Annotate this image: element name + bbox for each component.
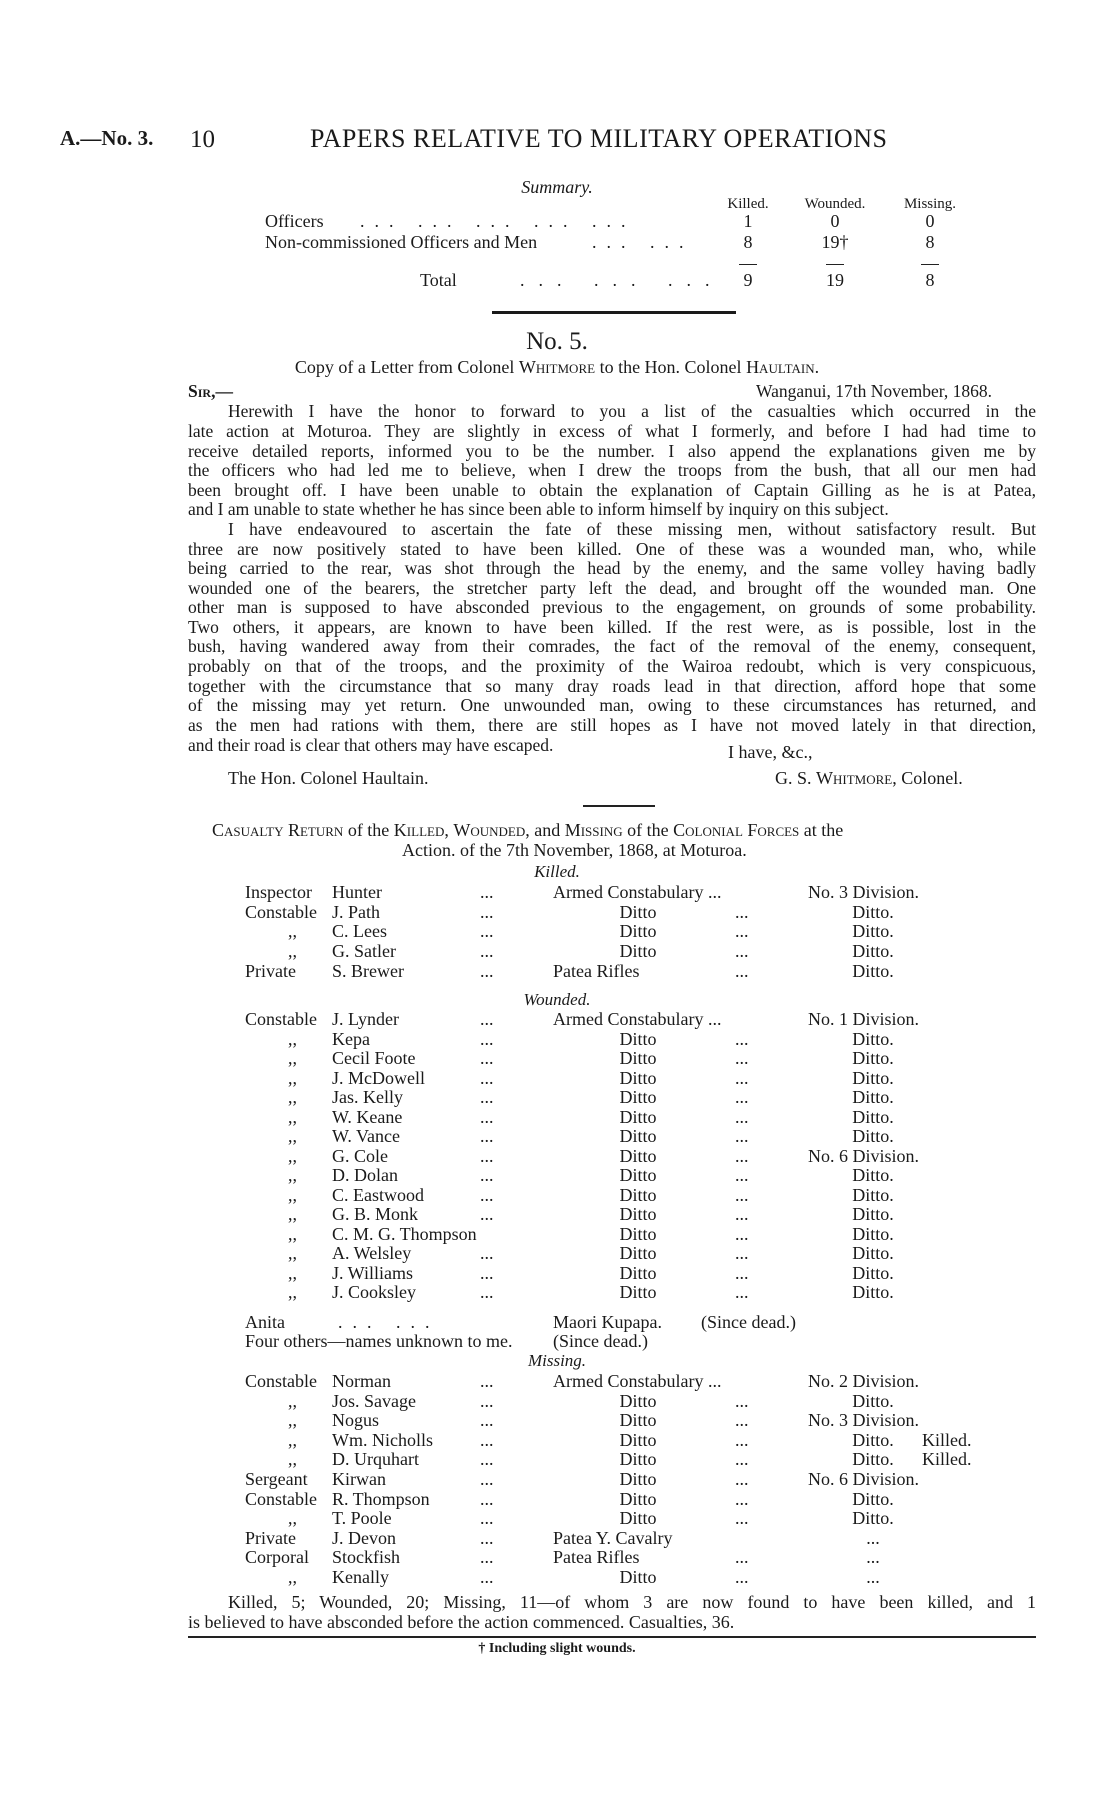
wounded-dots: ... xyxy=(480,1067,494,1088)
wounded-division: No. 6 Division. xyxy=(808,1145,920,1166)
signature-name: Whitmore xyxy=(816,768,893,788)
wounded-dots: ... xyxy=(480,1126,494,1146)
wounded-name: Jas. Kelly xyxy=(332,1087,403,1107)
letter-heading-from: Whitmore xyxy=(518,357,596,377)
missing-division: No. 2 Division. xyxy=(808,1371,920,1391)
missing-dots2: ... xyxy=(735,1449,749,1470)
missing-corps: Ditto xyxy=(619,1508,657,1529)
four-others: Four others—names unknown to me. xyxy=(245,1331,513,1351)
wounded-dots2: ... xyxy=(735,1145,749,1166)
wounded-dots2: ... xyxy=(735,1087,749,1107)
wounded-corps: Ditto xyxy=(619,1223,657,1244)
wounded-division: Ditto. xyxy=(852,1262,894,1283)
wounded-dots: ... xyxy=(480,1028,494,1049)
wounded-corps: Ditto xyxy=(619,1126,657,1146)
wounded-division: Ditto. xyxy=(852,1184,894,1205)
letter-number: No. 5. xyxy=(526,328,588,355)
missing-rank: ,, xyxy=(288,1429,297,1450)
missing-corps: Armed Constabulary ... xyxy=(553,1371,722,1391)
wounded-dots2: ... xyxy=(735,1282,749,1302)
wounded-corps: Ditto xyxy=(619,1282,657,1302)
wounded-division: Ditto. xyxy=(852,1243,894,1263)
missing-rank: ,, xyxy=(288,1449,297,1470)
wounded-dots: ... xyxy=(480,1243,494,1263)
missing-dots: ... xyxy=(480,1508,494,1529)
missing-dots: ... xyxy=(480,1429,494,1450)
wounded-corps: Ditto xyxy=(619,1048,657,1068)
killed-name: Hunter xyxy=(332,882,382,902)
killed-dots2: ... xyxy=(735,960,749,981)
wounded-name: J. McDowell xyxy=(332,1067,425,1088)
wounded-rank: ,, xyxy=(288,1106,297,1127)
anita-corps: Maori Kupapa. xyxy=(553,1312,662,1332)
letter-line: Two others, it appears, are known to have been killed. If the rest were, as is possible, lost in the xyxy=(188,617,1036,637)
wounded-rank: ,, xyxy=(288,1204,297,1224)
wounded-division: Ditto. xyxy=(852,1223,894,1244)
wounded-rank: ,, xyxy=(288,1087,297,1107)
killed-name: C. Lees xyxy=(332,921,387,942)
missing-note: Killed. xyxy=(922,1449,972,1470)
missing-name: J. Devon xyxy=(332,1527,396,1548)
page-number: 10 xyxy=(190,126,215,153)
wounded-name: J. Lynder xyxy=(332,1009,399,1029)
missing-corps: Ditto xyxy=(619,1410,657,1431)
missing-dots: ... xyxy=(480,1488,494,1509)
killed-dots: ... xyxy=(480,921,494,942)
missing-dots: ... xyxy=(480,1469,494,1489)
letter-line: late action at Moturoa. They are slightly in excess of what I formerly, and before I had had time to xyxy=(188,421,1036,441)
killed-division: Ditto. xyxy=(852,941,894,962)
wounded-name: J. Cooksley xyxy=(332,1282,417,1302)
wounded-dots: ... xyxy=(480,1165,494,1185)
missing-division: ... xyxy=(866,1527,880,1548)
summary-men-missing: 8 xyxy=(925,232,935,252)
letter-line: other man is supposed to have absconded previous to the engagement, on grounds of some probability. xyxy=(188,597,1036,617)
totals-line-2: is believed to have absconded before the action commenced. Casualties, 36. xyxy=(188,1612,735,1632)
summary-underline-missing xyxy=(890,252,970,270)
wounded-corps: Ditto xyxy=(619,1028,657,1049)
section-divider xyxy=(492,311,736,314)
letter-heading-to: Haultain xyxy=(746,357,815,377)
missing-division: ... xyxy=(866,1567,880,1587)
summary-col-missing: Missing. xyxy=(903,196,957,212)
wounded-dots: ... xyxy=(480,1106,494,1127)
casualty-title-h: of the xyxy=(622,820,674,840)
casualty-title-b: of the xyxy=(343,820,394,840)
wounded-corps: Ditto xyxy=(619,1067,657,1088)
missing-corps: Patea Y. Cavalry xyxy=(553,1527,673,1548)
wounded-dots: ... xyxy=(480,1087,494,1107)
wounded-rank: ,, xyxy=(288,1028,297,1049)
missing-dots: ... xyxy=(480,1567,494,1587)
missing-rank: Constable xyxy=(245,1488,317,1509)
wounded-division: Ditto. xyxy=(852,1106,894,1127)
summary-col-wounded: Wounded. xyxy=(804,196,866,212)
missing-rank: ,, xyxy=(288,1567,297,1587)
letter-closing: I have, &c., xyxy=(728,742,813,762)
wounded-name: D. Dolan xyxy=(332,1165,398,1185)
missing-dots2: ... xyxy=(735,1488,749,1509)
wounded-rank: ,, xyxy=(288,1184,297,1205)
missing-corps: Ditto xyxy=(619,1390,657,1411)
letter-line: I have endeavoured to ascertain the fate of these missing men, without satisfactory result. But xyxy=(228,519,1036,539)
wounded-division: Ditto. xyxy=(852,1087,894,1107)
killed-dots2: ... xyxy=(735,941,749,962)
summary-col-killed: Killed. xyxy=(727,196,769,212)
missing-dots2: ... xyxy=(735,1508,749,1529)
casualty-title-i: Colonial Forces xyxy=(673,820,800,840)
wounded-dots2: ... xyxy=(735,1223,749,1244)
wounded-name: G. B. Monk xyxy=(332,1204,419,1224)
footnote-rule xyxy=(188,1636,1036,1638)
summary-underline-killed xyxy=(718,252,778,270)
letter-divider xyxy=(583,805,655,807)
casualty-title-j: at the xyxy=(799,820,844,840)
killed-heading: Killed. xyxy=(534,862,580,881)
casualty-title-e: Wounded xyxy=(453,820,526,840)
summary-row-men-label: Non-commissioned Officers and Men xyxy=(265,232,538,252)
killed-division: Ditto. xyxy=(852,921,894,942)
casualty-title-a: Casualty Return xyxy=(212,820,344,840)
missing-dots2: ... xyxy=(735,1567,749,1587)
missing-corps: Patea Rifles xyxy=(553,1547,640,1568)
missing-corps: Ditto xyxy=(619,1567,657,1587)
letter-line: together with the circumstance that so many dray roads lead in that direction, afford hope that some xyxy=(188,676,1036,696)
missing-division: No. 3 Division. xyxy=(808,1410,920,1431)
summary-total-label: Total xyxy=(420,270,457,290)
missing-heading: Missing. xyxy=(527,1351,587,1370)
wounded-corps: Ditto xyxy=(619,1204,657,1224)
wounded-dots2: ... xyxy=(735,1262,749,1283)
missing-rank: Constable xyxy=(245,1371,317,1391)
wounded-corps: Ditto xyxy=(619,1087,657,1107)
wounded-dots: ... xyxy=(480,1184,494,1205)
missing-name: Wm. Nicholls xyxy=(332,1429,433,1450)
wounded-corps: Ditto xyxy=(619,1243,657,1263)
summary-total-missing: 8 xyxy=(925,270,935,290)
wounded-division: Ditto. xyxy=(852,1067,894,1088)
casualty-title xyxy=(212,820,1012,841)
summary-row-men-dots: ... ... xyxy=(592,232,694,252)
letter-line: been brought off. I have been unable to obtain the explanation of Captain Gilling as he is at Patea, xyxy=(188,480,1036,500)
wounded-name: C. Eastwood xyxy=(332,1184,424,1205)
missing-corps: Ditto xyxy=(619,1449,657,1470)
letter-heading xyxy=(0,357,1114,378)
letter-line: of the missing may yet return. One unwounded man, owing to these circumstances has returned, and xyxy=(188,695,1036,715)
letter-addressee: The Hon. Colonel Haultain. xyxy=(228,768,429,788)
summary-men-killed: 8 xyxy=(743,232,753,252)
anita-name: Anita xyxy=(245,1312,285,1332)
four-others-note: (Since dead.) xyxy=(553,1331,648,1351)
letter-heading-end: . xyxy=(814,357,820,377)
wounded-dots2: ... xyxy=(735,1067,749,1088)
missing-name: Kenally xyxy=(332,1567,389,1587)
killed-name: J. Path xyxy=(332,901,381,922)
wounded-dots2: ... xyxy=(735,1243,749,1263)
wounded-dots: ... xyxy=(480,1145,494,1166)
page-title: PAPERS RELATIVE TO MILITARY OPERATIONS xyxy=(310,124,888,153)
missing-dots: ... xyxy=(480,1527,494,1548)
letter-line: three are now positively stated to have been killed. One of these was a wounded man, who, while xyxy=(188,539,1036,559)
wounded-division: Ditto. xyxy=(852,1028,894,1049)
killed-dots: ... xyxy=(480,941,494,962)
wounded-dots2: ... xyxy=(735,1184,749,1205)
wounded-division: Ditto. xyxy=(852,1282,894,1302)
missing-division: Ditto. xyxy=(852,1390,894,1411)
killed-name: S. Brewer xyxy=(332,960,404,981)
killed-name: G. Satler xyxy=(332,941,396,962)
wounded-name: J. Williams xyxy=(332,1262,413,1283)
casualty-title-line2: Action. of the 7th November, 1868, at Moturoa. xyxy=(402,840,747,860)
missing-note: Killed. xyxy=(922,1429,972,1450)
missing-division: Ditto. xyxy=(852,1488,894,1509)
wounded-name: Cecil Foote xyxy=(332,1048,416,1068)
killed-corps: Ditto xyxy=(619,941,657,962)
missing-dots: ... xyxy=(480,1410,494,1431)
missing-rank: Sergeant xyxy=(245,1469,308,1489)
wounded-rank: ,, xyxy=(288,1067,297,1088)
missing-name: T. Poole xyxy=(332,1508,392,1529)
wounded-dots2: ... xyxy=(735,1165,749,1185)
wounded-dots: ... xyxy=(480,1282,494,1302)
missing-dots2: ... xyxy=(735,1390,749,1411)
casualty-title-d: , xyxy=(444,820,454,840)
wounded-rank: ,, xyxy=(288,1262,297,1283)
wounded-dots2: ... xyxy=(735,1126,749,1146)
footnote: † Including slight wounds. xyxy=(478,1641,636,1656)
killed-rank: Inspector xyxy=(245,882,312,902)
missing-name: Jos. Savage xyxy=(332,1390,416,1411)
killed-corps: Ditto xyxy=(619,921,657,942)
missing-dots2: ... xyxy=(735,1547,749,1568)
anita-dots: ... ... xyxy=(338,1312,440,1332)
missing-rank: ,, xyxy=(288,1410,297,1431)
summary-title: Summary. xyxy=(521,177,593,197)
wounded-corps: Armed Constabulary ... xyxy=(553,1009,722,1029)
wounded-dots2: ... xyxy=(735,1204,749,1224)
missing-name: R. Thompson xyxy=(332,1488,430,1509)
killed-dots2: ... xyxy=(735,921,749,942)
wounded-name: A. Welsley xyxy=(332,1243,412,1263)
letter-line: receive detailed reports, informed you to be the number. I also append the explanations given me by xyxy=(188,441,1036,461)
casualty-title-f: , and xyxy=(525,820,565,840)
wounded-corps: Ditto xyxy=(619,1184,657,1205)
wounded-name: W. Keane xyxy=(332,1106,403,1127)
wounded-rank: ,, xyxy=(288,1165,297,1185)
missing-name: D. Urquhart xyxy=(332,1449,419,1470)
wounded-corps: Ditto xyxy=(619,1165,657,1185)
wounded-division: Ditto. xyxy=(852,1165,894,1185)
missing-rank: Corporal xyxy=(245,1547,309,1568)
wounded-name: G. Cole xyxy=(332,1145,388,1166)
wounded-corps: Ditto xyxy=(619,1262,657,1283)
missing-dots: ... xyxy=(480,1547,494,1568)
killed-corps: Armed Constabulary ... xyxy=(553,882,722,902)
letter-line: being carried to the rear, was shot through the head by the enemy, and the same volley having badly xyxy=(188,558,1036,578)
document-reference: A.—No. 3. xyxy=(60,126,154,150)
summary-officers-missing: 0 xyxy=(925,211,935,231)
missing-division: ... xyxy=(866,1547,880,1568)
killed-corps: Ditto xyxy=(619,901,657,922)
killed-dots: ... xyxy=(480,882,494,902)
wounded-division: Ditto. xyxy=(852,1204,894,1224)
wounded-name: C. M. G. Thompson xyxy=(332,1223,477,1244)
missing-rank: Private xyxy=(245,1527,296,1548)
missing-name: Stockfish xyxy=(332,1547,401,1568)
missing-dots: ... xyxy=(480,1449,494,1470)
wounded-heading: Wounded. xyxy=(523,990,591,1009)
missing-corps: Ditto xyxy=(619,1469,657,1489)
letter-line: Herewith I have the honor to forward to you a list of the casualties which occurred in the xyxy=(228,401,1036,421)
killed-division: No. 3 Division. xyxy=(808,882,920,902)
signature-post: , Colonel. xyxy=(892,768,963,788)
wounded-dots2: ... xyxy=(735,1048,749,1068)
missing-dots2: ... xyxy=(735,1429,749,1450)
wounded-corps: Ditto xyxy=(619,1145,657,1166)
letter-heading-pre: Copy of a Letter from Colonel xyxy=(294,357,519,377)
killed-division: Ditto. xyxy=(852,901,894,922)
signature-pre: G. S. xyxy=(775,768,817,788)
wounded-dots: ... xyxy=(480,1262,494,1283)
missing-corps: Ditto xyxy=(619,1429,657,1450)
letter-signature xyxy=(775,768,963,789)
missing-division: Ditto. xyxy=(852,1429,894,1450)
missing-corps: Ditto xyxy=(619,1488,657,1509)
missing-rank: ,, xyxy=(288,1508,297,1529)
wounded-rank: ,, xyxy=(288,1048,297,1068)
letter-line: probably on that of the troops, and the proximity of the Wairoa redoubt, which is very conspicuous, xyxy=(188,656,1036,676)
wounded-dots2: ... xyxy=(735,1028,749,1049)
summary-underline-wounded xyxy=(790,252,880,270)
letter-line: wounded one of the bearers, the stretcher party left the dead, and brought off the wounded man. One xyxy=(188,578,1036,598)
casualty-title-g: Missing xyxy=(564,820,623,840)
summary-officers-killed: 1 xyxy=(743,211,753,231)
wounded-dots: ... xyxy=(480,1009,494,1029)
letter-line: and I am unable to state whether he has since been able to inform himself by inquiry on this subject. xyxy=(188,499,889,519)
missing-rank: ,, xyxy=(288,1390,297,1411)
wounded-division: Ditto. xyxy=(852,1126,894,1146)
wounded-dots: ... xyxy=(480,1204,494,1224)
missing-dots: ... xyxy=(480,1390,494,1411)
summary-officers-wounded: 0 xyxy=(830,211,840,231)
wounded-division: No. 1 Division. xyxy=(808,1009,920,1029)
wounded-name: Kepa xyxy=(332,1028,370,1049)
missing-name: Nogus xyxy=(332,1410,380,1431)
letter-place-date: Wanganui, 17th November, 1868. xyxy=(756,381,993,401)
killed-corps: Patea Rifles xyxy=(553,960,640,981)
letter-line: the officers who had led me to believe, when I drew the troops from the bush, that all our men had xyxy=(188,460,1036,480)
summary-men-wounded: 19† xyxy=(821,232,849,252)
killed-rank: Constable xyxy=(245,901,317,922)
summary-row-officers-label: Officers xyxy=(265,211,324,231)
missing-division: No. 6 Division. xyxy=(808,1469,920,1489)
wounded-rank: ,, xyxy=(288,1282,297,1302)
killed-dots2: ... xyxy=(735,901,749,922)
killed-division: Ditto. xyxy=(852,960,894,981)
missing-name: Kirwan xyxy=(332,1469,386,1489)
wounded-rank: ,, xyxy=(288,1145,297,1166)
killed-dots: ... xyxy=(480,960,494,981)
letter-line: bush, having wandered away from their comrades, the fact of the removal of the enemy, consequent, xyxy=(188,636,1036,656)
wounded-corps: Ditto xyxy=(619,1106,657,1127)
letter-heading-mid: to the Hon. Colonel xyxy=(595,357,747,377)
letter-salutation: Sir,— xyxy=(188,381,233,401)
anita-note: (Since dead.) xyxy=(701,1312,796,1332)
wounded-rank: ,, xyxy=(288,1126,297,1146)
wounded-rank: ,, xyxy=(288,1223,297,1244)
wounded-name: W. Vance xyxy=(332,1126,400,1146)
killed-dots: ... xyxy=(480,901,494,922)
summary-row-officers-dots: ... ... ... ... ... xyxy=(360,211,636,231)
wounded-rank: ,, xyxy=(288,1243,297,1263)
killed-rank: ,, xyxy=(288,941,297,962)
missing-name: Norman xyxy=(332,1371,391,1391)
summary-total-dots: ... ... ... xyxy=(520,270,724,290)
missing-dots2: ... xyxy=(735,1469,749,1489)
missing-dots: ... xyxy=(480,1371,494,1391)
missing-division: Ditto. xyxy=(852,1449,894,1470)
killed-rank: ,, xyxy=(288,921,297,942)
summary-total-wounded: 19 xyxy=(826,270,844,290)
missing-dots2: ... xyxy=(735,1410,749,1431)
summary-total-killed: 9 xyxy=(743,270,753,290)
wounded-dots: ... xyxy=(480,1048,494,1068)
casualty-title-c: Killed xyxy=(393,820,445,840)
letter-line: and their road is clear that others may have escaped. xyxy=(188,735,554,755)
killed-rank: Private xyxy=(245,960,296,981)
wounded-division: Ditto. xyxy=(852,1048,894,1068)
letter-line: as the men had rations with them, there are still hopes as I have not moved lately in that direction, xyxy=(188,715,1036,735)
wounded-dots2: ... xyxy=(735,1106,749,1127)
totals-line-1: Killed, 5; Wounded, 20; Missing, 11—of whom 3 are now found to have been killed, and 1 xyxy=(228,1592,1036,1612)
wounded-rank: Constable xyxy=(245,1009,317,1029)
missing-division: Ditto. xyxy=(852,1508,894,1529)
